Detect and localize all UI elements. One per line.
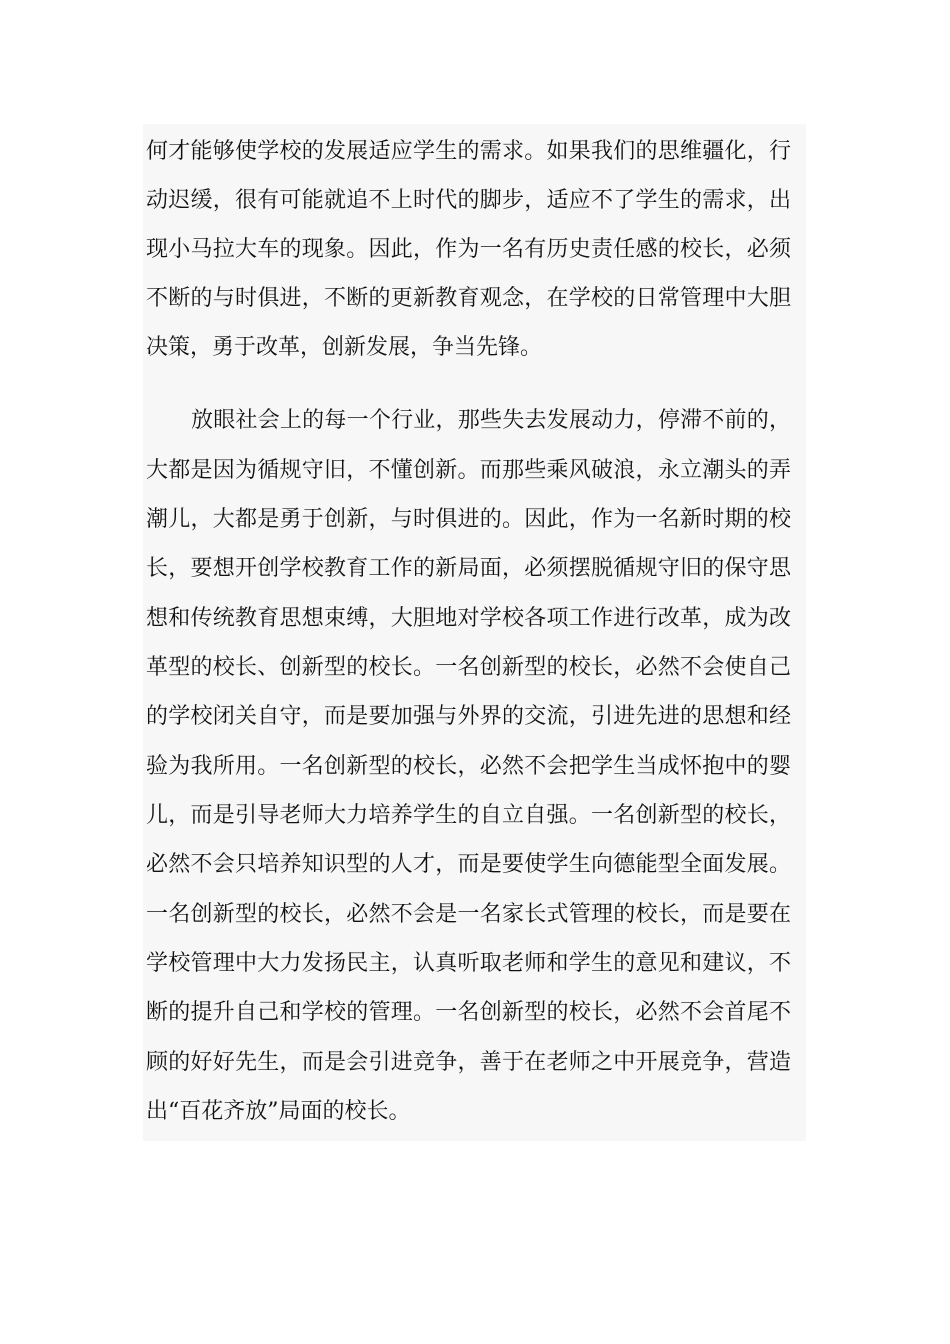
- paragraph-2-line-8: 验为我所用。一名创新型的校长，必然不会把学生当成怀抱中的婴: [146, 754, 791, 779]
- paragraph-1-line-4: 不断的与时俱进，不断的更新教育观念，在学校的日常管理中大胆: [146, 286, 791, 311]
- paragraph-2-line-11: 一名创新型的校长，必然不会是一名家长式管理的校长，而是要在: [146, 902, 791, 927]
- paragraph-2-line-4: 长，要想开创学校教育工作的新局面，必须摆脱循规守旧的保守思: [146, 556, 791, 581]
- paragraph-2-line-15: 出“百花齐放”局面的校长。: [146, 1099, 411, 1124]
- paragraph-1-line-5: 决策，勇于改革，创新发展，争当先锋。: [146, 335, 543, 360]
- paragraph-1-line-3: 现小马拉大车的现象。因此，作为一名有历史责任感的校长，必须: [146, 237, 791, 262]
- paragraph-2-line-14: 顾的好好先生，而是会引进竞争，善于在老师之中开展竞争，营造: [146, 1050, 791, 1075]
- paragraph-2-line-1: 放眼社会上的每一个行业，那些失去发展动力，停滞不前的，: [191, 408, 791, 433]
- paragraph-2-line-10: 必然不会只培养知识型的人才，而是要使学生向德能型全面发展。: [146, 852, 791, 877]
- paragraph-2-line-12: 学校管理中大力发扬民主，认真听取老师和学生的意见和建议，不: [146, 951, 791, 976]
- paragraph-2-line-3: 潮儿，大都是勇于创新，与时俱进的。因此，作为一名新时期的校: [146, 507, 791, 532]
- paragraph-2-line-2: 大都是因为循规守旧，不懂创新。而那些乘风破浪，永立潮头的弄: [146, 458, 791, 483]
- paragraph-2-line-7: 的学校闭关自守，而是要加强与外界的交流，引进先进的思想和经: [146, 704, 791, 729]
- paragraph-2-line-13: 断的提升自己和学校的管理。一名创新型的校长，必然不会首尾不: [146, 1000, 791, 1025]
- text-block: [143, 124, 806, 1141]
- paragraph-2-line-5: 想和传统教育思想束缚，大胆地对学校各项工作进行改革，成为改: [146, 606, 791, 631]
- paragraph-2-line-6: 革型的校长、创新型的校长。一名创新型的校长，必然不会使自己: [146, 655, 791, 680]
- paragraph-1-line-2: 动迟缓，很有可能就追不上时代的脚步，适应不了学生的需求，出: [146, 188, 791, 213]
- paragraph-1-line-1: 何才能够使学校的发展适应学生的需求。如果我们的思维疆化，行: [146, 139, 791, 164]
- paragraph-2-line-9: 儿，而是引导老师大力培养学生的自立自强。一名创新型的校长，: [146, 803, 791, 828]
